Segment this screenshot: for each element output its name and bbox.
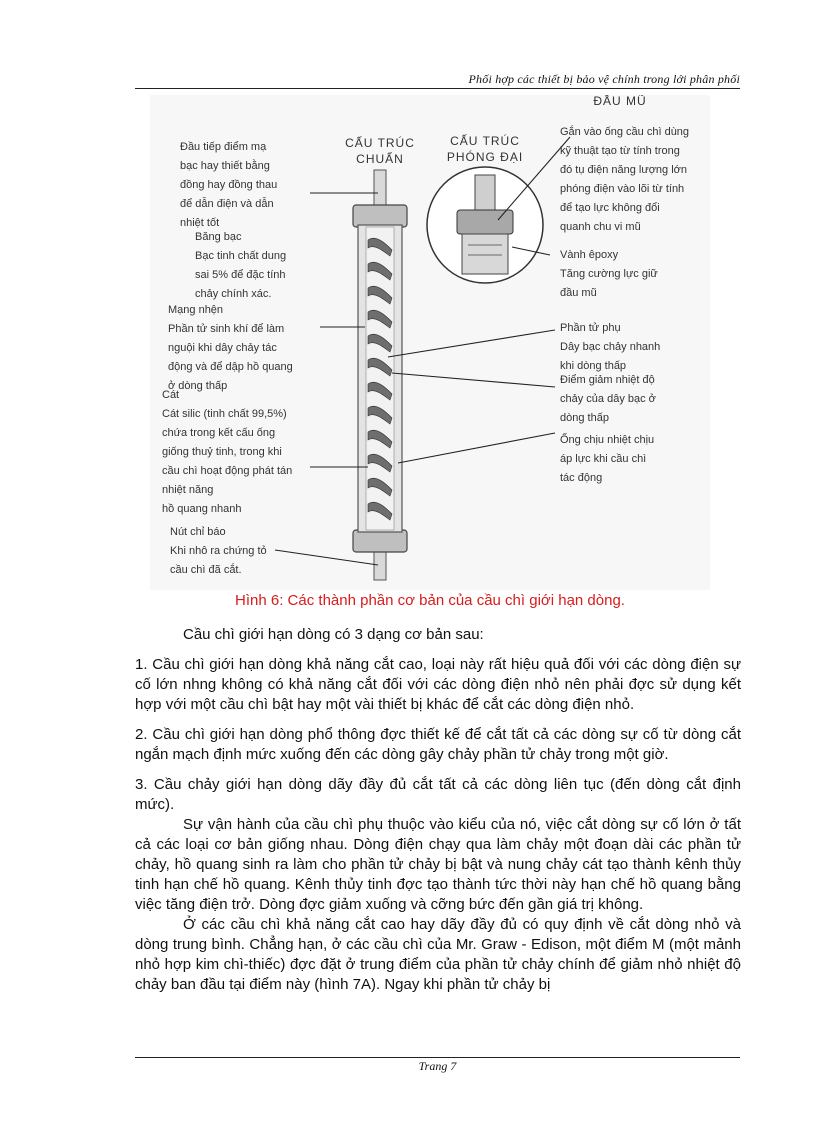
header-rule [135,88,740,89]
right-label-4-line-1: Điểm giảm nhiệt độ [560,374,655,386]
magnified-cap-view [427,167,543,283]
right-label-2-line-3: đầu mũ [560,287,597,299]
left-label-1-line-5: nhiệt tốt [180,217,220,229]
heading-cap: ĐẦU MŨ [593,95,647,108]
left-label-1-line-1: Đầu tiếp điểm mạ [180,141,267,153]
left-label-4-line-3: chứa trong kết cấu ống [162,427,276,439]
right-label-1-line-2: kỹ thuật tạo từ tính trong [560,145,680,157]
left-label-2-line-3: sai 5% để đặc tính [195,269,286,281]
right-label-5-line-1: Ống chịu nhiệt chịu [560,434,655,446]
left-label-1-line-4: để dẫn điện và dẫn [180,198,274,210]
right-label-4-line-2: chảy của dây bạc ở [560,393,656,405]
right-label-3-line-2: Dây bạc chảy nhanh [560,341,661,353]
left-label-4-line-4: giống thuỷ tinh, trong khi [162,446,282,458]
left-label-2-line-1: Băng bạc [195,231,242,243]
right-label-1-line-1: Gắn vào ống cầu chì dùng [560,126,690,138]
right-label-5-line-3: tác động [560,472,603,484]
right-label-1-line-5: để tạo lực không đổi [560,202,660,214]
right-label-1-line-4: phóng điện vào lõi từ tính [560,183,685,195]
left-label-4-line-7: hồ quang nhanh [162,503,242,515]
left-label-4-line-6: nhiệt năng [162,484,214,496]
heading-zoom-line1: CẤU TRÚC [450,134,520,148]
paragraph-operation: Sự vận hành của cầu chì phụ thuộc vào kiểu của nó, việc cắt dòng sự cố lớn ở tất cả các loại cơ bản giống nhau. Dòng điện chạy qua làm chảy một đoạn dài các phần tử chảy, hồ quang sinh ra làm cho phần tử chảy bị bật và nung chảy cát tạo thành kênh thủy tinh hạn chế hồ quang. Kênh thủy tinh đợc tạo thành tức thời này hạn chế hồ quang bằng việc tăng điện trở. Dòng đợc giảm xuống và cỡng bức đến gần giá trị không. [135,816,741,913]
body-text [135,625,741,995]
left-label-3-line-3: nguội khi dây chảy tác [168,342,277,354]
right-label-4-line-3: dòng thấp [560,412,609,424]
right-label-5-line-2: áp lực khi cầu chì [560,453,647,465]
heading-standard-line1: CẤU TRÚC [345,136,415,150]
left-label-5-line-1: Nút chỉ báo [170,526,226,538]
left-label-5-line-2: Khi nhô ra chứng tỏ [170,545,267,557]
right-label-3-line-3: khi dòng thấp [560,360,627,372]
left-label-3-line-4: động và để dập hồ quang [168,361,293,373]
fuse-diagram [150,95,710,590]
list-item-1: 1. Cầu chì giới hạn dòng khả năng cắt cao, loại này rất hiệu quả đối với các dòng điện sự cố lớn nhng không có khả năng cắt đối với các dòng điện nhỏ nên phải đợc sử dụng kết hợp với một cầu chì bật hay một vài thiết bị khác để cắt các dòng điện nhỏ. [135,656,741,713]
left-label-1-line-2: bạc hay thiết bằng [180,160,270,172]
left-label-3-line-5: ở dòng thấp [168,380,228,392]
paragraph-low-current: Ở các cầu chì khả năng cắt cao hay dãy đầy đủ có quy định về cắt dòng nhỏ và dòng trung bình. Chẳng hạn, ở các cầu chì của Mr. Graw - Edison, một điểm M (một mảnh nhỏ hợp kim chì-thiếc) đợc đặt ở trung điểm của phần tử chảy chính để giảm nhỏ nhiệt độ chảy ban đầu tại điểm này (hình 7A). Ngay khi phần tử chảy bị [135,916,741,993]
right-label-1-line-6: quanh chu vi mũ [560,221,641,233]
heading-standard-line2: CHUẨN [356,152,404,166]
left-label-1-line-3: đồng hay đồng thau [180,179,278,191]
list-item-2: 2. Cầu chì giới hạn dòng phổ thông đợc thiết kế để cắt tất cả các dòng sự cố từ dòng cắt ngắn mạch định mức xuống đến các dòng gây chảy phần tử chảy trong một giờ. [135,726,741,763]
left-label-4-line-5: cầu chì hoạt động phát tán [162,465,293,477]
left-label-4-line-2: Cát silic (tinh chất 99,5%) [162,408,287,420]
heading-zoom-line2: PHÓNG ĐẠI [446,150,524,164]
fuse-body [353,170,407,580]
left-label-5-line-3: cầu chì đã cắt. [170,564,242,576]
list-item-3: 3. Cầu chảy giới hạn dòng dãy đầy đủ cắt tất cả các dòng liên tục (đến dòng cắt định mức). [135,776,741,813]
fuse-figure [150,95,710,590]
left-label-2-line-4: chảy chính xác. [195,288,272,300]
figure-caption: Hình 6: Các thành phần cơ bản của cầu chì giới hạn dòng. [235,592,625,609]
intro-paragraph: Cầu chì giới hạn dòng có 3 dạng cơ bản sau: [183,626,484,643]
left-label-2-line-2: Bạc tinh chất dung [195,250,287,262]
footer-rule [135,1057,740,1058]
left-label-3-line-2: Phần tử sinh khí để làm [168,323,285,335]
right-label-2-line-2: Tăng cường lực giữ [560,268,658,280]
left-label-3-line-1: Mạng nhện [168,304,224,316]
right-label-2-line-1: Vành êpoxy [560,249,619,261]
left-label-4-line-1: Cát [162,389,180,401]
right-label-3-line-1: Phần tử phụ [560,322,621,334]
header-title: Phối hợp các thiết bị bảo vệ chính trong lới phân phối [468,72,740,86]
right-label-1-line-3: đó tụ điện năng lượng lớn [560,164,687,176]
page-number: Trang 7 [418,1059,457,1073]
